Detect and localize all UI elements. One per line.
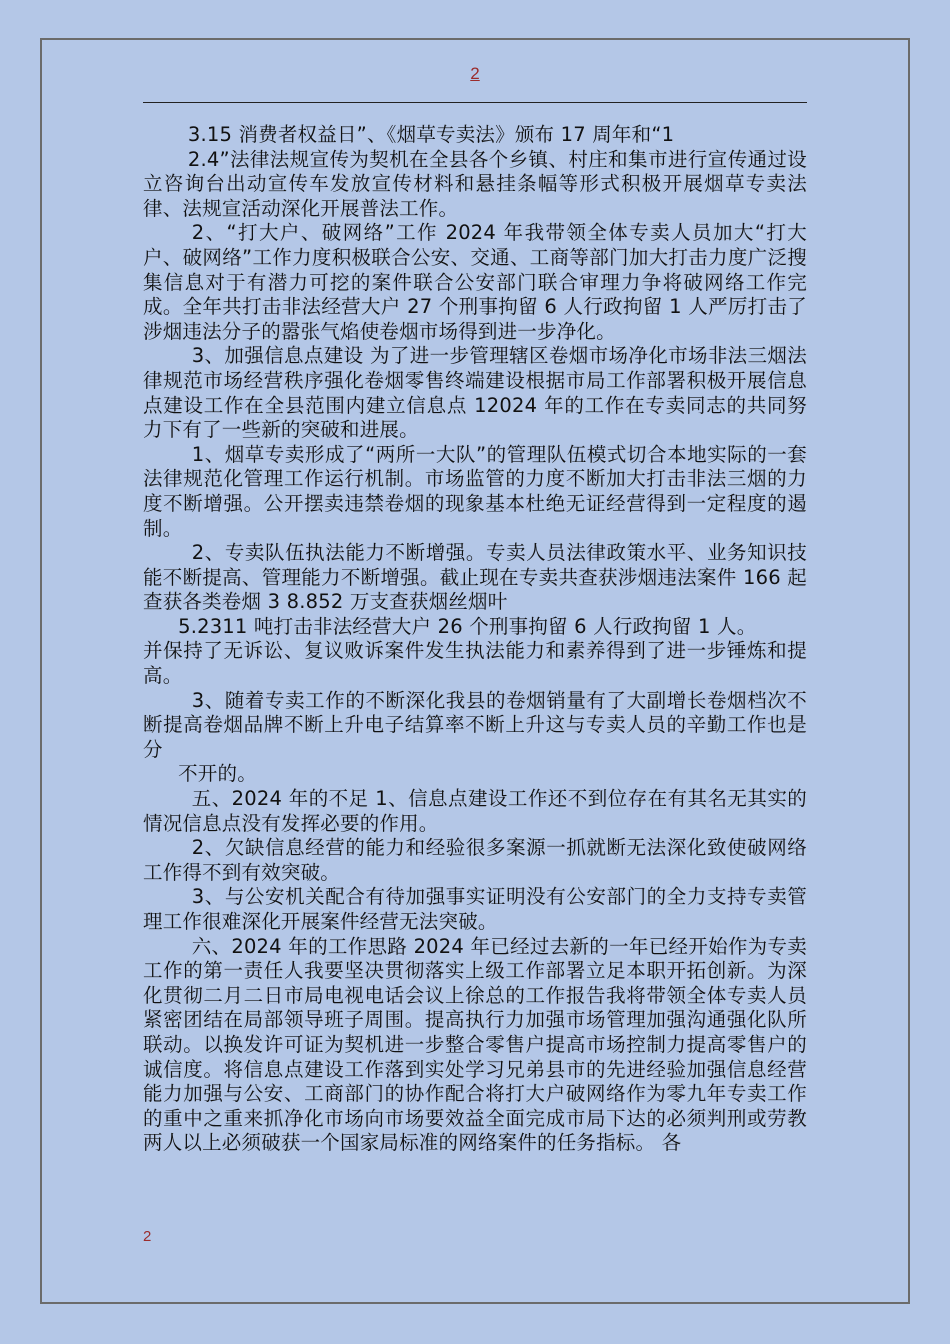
header-divider [143, 102, 807, 103]
paragraph: 五、2024 年的不足 1、信息点建设工作还不到位存在有其名无其实的情况信息点没有发挥必要的作用。 [143, 787, 807, 835]
paragraph: 2、专卖队伍执法能力不断增强。专卖人员法律政策水平、业务知识技能不断提高、管理能力不断增强。截止现在专卖共查获涉烟违法案件 166 起查获各类卷烟 3 8.852 万支查获烟丝烟叶 [143, 541, 807, 614]
paragraph: 3、与公安机关配合有待加强事实证明没有公安部门的全力支持专卖管理工作很难深化开展案件经营无法突破。 [143, 885, 807, 933]
paragraph: 5.2311 吨打击非法经营大户 26 个刑事拘留 6 人行政拘留 1 人。 [178, 614, 757, 638]
paragraph: 并保持了无诉讼、复议败诉案件发生执法能力和素养得到了进一步锤炼和提高。 [143, 639, 807, 688]
paragraph: 六、2024 年的工作思路 2024 年已经过去新的一年已经开始作为专卖工作的第一责任人我要坚决贯彻落实上级工作部署立足本职开拓创新。为深化贯彻二月二日市局电视电话会议上徐总的工作报告我将带领全体专卖人员紧密团结在局部领导班子周围。提高执行力加强市场管理加强沟通强化队所联动。以换发许可证为契机进一步整合零售户提高市场控制力提高零售户的诚信度。将信息点建设工作落到实处学习兄弟县市的先进经验加强信息经营能力加强与公安、工商部门的协作配合将打大户破网络作为零九年专卖工作的重中之重来抓净化市场向市场要效益全面完成市局下达的必须判刑或劳教两人以上必须破获一个国家局标准的网络案件的任务指标。 各 [143, 934, 807, 1155]
paragraph: 2、“打大户、破网络”工作 2024 年我带领全体专卖人员加大“打大户、破网络”工作力度积极联合公安、交通、工商等部门加大打击力度广泛搜集信息对于有潜力可挖的案件联合公安部门联合审理力争将破网络工作完成。全年共打击非法经营大户 27 个刑事拘留 6 人行政拘留 1 人严厉打击了涉烟违法分子的嚣张气焰使卷烟市场得到进一步净化。 [143, 221, 807, 343]
paragraph: 3、随着专卖工作的不断深化我县的卷烟销量有了大副增长卷烟档次不断提高卷烟品牌不断上升电子结算率不断上升这与专卖人员的辛勤工作也是分 [143, 688, 807, 761]
paragraph: 3.15 消费者权益日”、《烟草专卖法》颁布 17 周年和“1 [187, 123, 675, 146]
header-page-number: 2 [470, 64, 480, 83]
paragraph: 1、烟草专卖形成了“两所一大队”的管理队伍模式切合本地实际的一套法律规范化管理工作运行机制。市场监管的力度不断加大打击非法三烟的力度不断增强。公开摆卖违禁卷烟的现象基本杜绝无证经营得到一定程度的遏制。 [143, 442, 807, 540]
paragraph: 不开的。 [178, 762, 257, 786]
paragraph: 2、欠缺信息经营的能力和经验很多案源一抓就断无法深化致使破网络工作得不到有效突破。 [143, 836, 807, 884]
footer-page-number: 2 [143, 1228, 152, 1245]
paragraph: 3、加强信息点建设 为了进一步管理辖区卷烟市场净化市场非法三烟法律规范市场经营秩序强化卷烟零售终端建设根据市局工作部署积极开展信息点建设工作在全县范围内建立信息点 12024 年的工作在专卖同志的共同努力下有了一些新的突破和进展。 [143, 344, 807, 442]
document-body [143, 123, 807, 1156]
paragraph: 2.4”法律法规宣传为契机在全县各个乡镇、村庄和集市进行宣传通过设立咨询台出动宣传车发放宣传材料和悬挂条幅等形式积极开展烟草专卖法律、法规宣活动深化开展普法工作。 [143, 147, 807, 220]
